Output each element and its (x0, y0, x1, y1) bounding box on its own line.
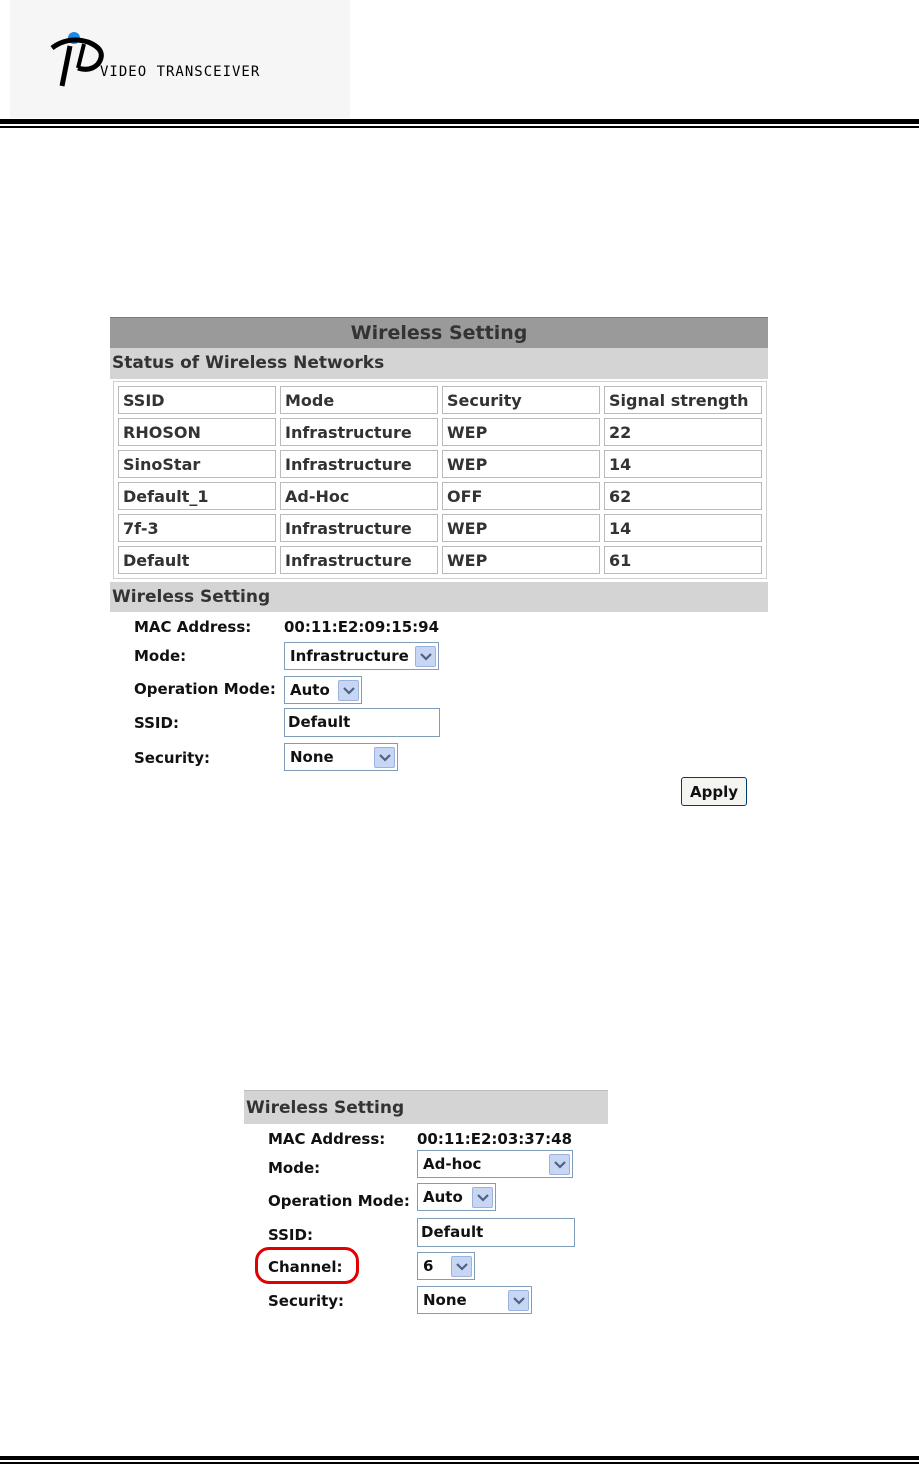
ip-logo-mark (48, 30, 108, 94)
apply-button[interactable]: Apply (681, 777, 747, 806)
column-header-signal: Signal strength (604, 386, 762, 414)
mode-select[interactable] (417, 1150, 573, 1178)
header-rule-thin (0, 126, 919, 128)
wireless-networks-table (113, 381, 767, 579)
table-row (118, 514, 762, 542)
chevron-down-icon[interactable] (374, 747, 395, 768)
channel-select[interactable] (417, 1252, 475, 1280)
ssid-label: SSID: (134, 714, 179, 732)
cell-mode: Infrastructure (280, 514, 438, 542)
table-row (118, 546, 762, 574)
cell-security: WEP (442, 450, 600, 478)
table-row (118, 482, 762, 510)
cell-mode: Infrastructure (280, 546, 438, 574)
channel-select-value: 6 (423, 1257, 434, 1275)
wireless-setting-panel (110, 317, 768, 812)
security-label: Security: (134, 749, 211, 767)
chevron-down-icon[interactable] (415, 646, 436, 667)
column-header-mode: Mode (280, 386, 438, 414)
cell-signal: 22 (604, 418, 762, 446)
cell-mode: Infrastructure (280, 418, 438, 446)
panel-title: Wireless Setting (110, 317, 768, 348)
cell-ssid: Default (118, 546, 276, 574)
security-select[interactable] (284, 743, 398, 771)
mac-address-label: MAC Address: (268, 1130, 386, 1148)
operation-mode-label: Operation Mode: (268, 1192, 410, 1210)
cell-mode: Ad-Hoc (280, 482, 438, 510)
cell-ssid: SinoStar (118, 450, 276, 478)
mode-select[interactable] (284, 642, 439, 670)
cell-signal: 61 (604, 546, 762, 574)
chevron-down-icon[interactable] (338, 680, 359, 701)
column-header-ssid: SSID (118, 386, 276, 414)
ssid-input[interactable]: Default (284, 708, 440, 737)
column-header-security: Security (442, 386, 600, 414)
security-select[interactable] (417, 1286, 532, 1314)
ssid-input[interactable]: Default (417, 1218, 575, 1247)
footer-rule-thick (0, 1456, 919, 1460)
mode-select-value: Infrastructure (290, 647, 409, 665)
mac-address-label: MAC Address: (134, 618, 252, 636)
header-rule-thick (0, 119, 919, 124)
cell-mode: Infrastructure (280, 450, 438, 478)
mac-address-value: 00:11:E2:03:37:48 (417, 1130, 573, 1148)
operation-mode-select[interactable] (284, 676, 362, 704)
chevron-down-icon[interactable] (451, 1256, 472, 1277)
table-row (118, 450, 762, 478)
adhoc-wireless-setting-panel (244, 1090, 608, 1325)
mode-label: Mode: (268, 1159, 321, 1177)
chevron-down-icon[interactable] (549, 1154, 570, 1175)
table-row (118, 418, 762, 446)
table-header-row (118, 386, 762, 414)
security-select-value: None (290, 748, 334, 766)
cell-security: WEP (442, 514, 600, 542)
ssid-label: SSID: (268, 1226, 313, 1244)
chevron-down-icon[interactable] (472, 1187, 493, 1208)
operation-mode-label: Operation Mode: (134, 680, 276, 698)
security-label: Security: (268, 1292, 345, 1310)
cell-security: WEP (442, 546, 600, 574)
cell-ssid: Default_1 (118, 482, 276, 510)
channel-label: Channel: (268, 1258, 343, 1276)
chevron-down-icon[interactable] (508, 1290, 529, 1311)
operation-mode-select[interactable] (417, 1183, 496, 1211)
mode-label: Mode: (134, 647, 187, 665)
cell-security: OFF (442, 482, 600, 510)
cell-signal: 62 (604, 482, 762, 510)
operation-mode-select-value: Auto (423, 1188, 463, 1206)
settings-section-header: Wireless Setting (244, 1090, 608, 1124)
settings-section-header: Wireless Setting (110, 582, 768, 612)
mac-address-value: 00:11:E2:09:15:94 (284, 618, 440, 636)
product-name: VIDEO TRANSCEIVER (100, 64, 261, 80)
operation-mode-select-value: Auto (290, 681, 330, 699)
cell-signal: 14 (604, 514, 762, 542)
document-header (10, 0, 350, 118)
footer-rule-thin (0, 1462, 919, 1464)
cell-security: WEP (442, 418, 600, 446)
mode-select-value: Ad-hoc (423, 1155, 482, 1173)
status-section-header: Status of Wireless Networks (110, 348, 768, 379)
cell-ssid: RHOSON (118, 418, 276, 446)
cell-ssid: 7f-3 (118, 514, 276, 542)
cell-signal: 14 (604, 450, 762, 478)
security-select-value: None (423, 1291, 467, 1309)
